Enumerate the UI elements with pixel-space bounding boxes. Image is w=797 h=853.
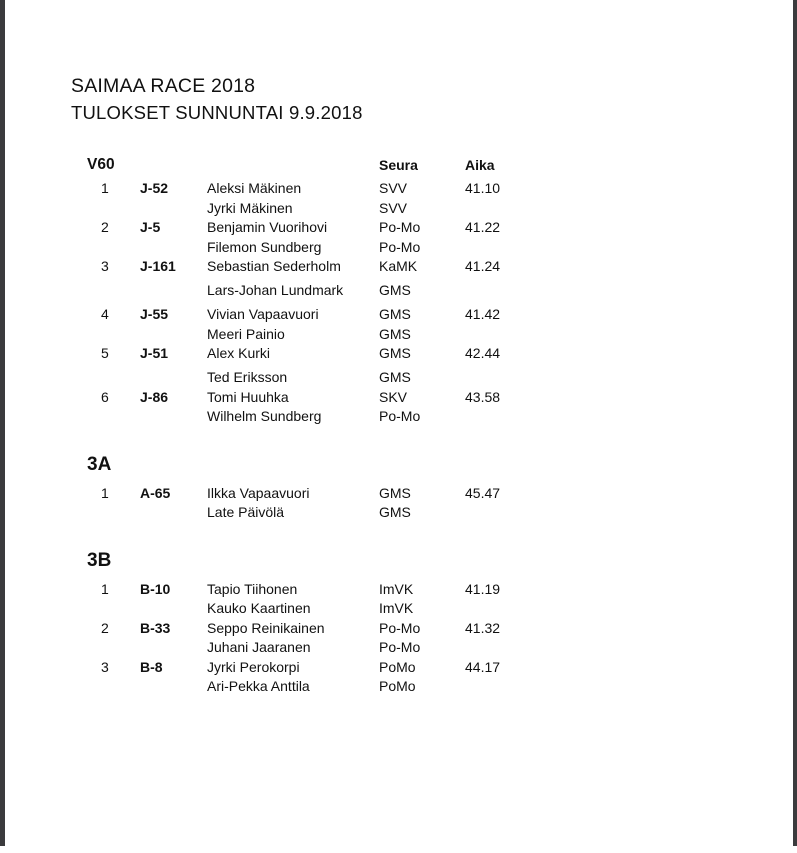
cell-position: 5 — [101, 345, 109, 361]
cell-time: 43.58 — [465, 388, 501, 405]
cell-club: SVV — [379, 180, 408, 196]
cell-name: Jyrki Mäkinen — [207, 199, 293, 216]
section-title: 3B — [87, 549, 112, 571]
cell-boat-number: J-52 — [140, 180, 169, 196]
cell-club: PoMo — [379, 658, 416, 675]
result-row — [71, 281, 797, 301]
cell-club: Po-Mo — [379, 408, 421, 424]
cell-boat-number: B-10 — [140, 580, 171, 597]
cell-name: Ari-Pekka Anttila — [207, 678, 310, 694]
cell-name: Meeri Painio — [207, 325, 285, 342]
cell-club: GMS — [379, 282, 411, 298]
cell-boat-number — [140, 677, 207, 697]
cell-name: Lars-Johan Lundmark — [207, 282, 344, 298]
result-section — [71, 154, 797, 427]
cell-time — [465, 281, 545, 301]
cell-name: Kauko Kaartinen — [207, 600, 311, 616]
column-header-seura: Seura — [379, 157, 418, 173]
cell-club: GMS — [379, 345, 411, 361]
result-row — [71, 305, 797, 325]
result-row — [71, 238, 797, 258]
cell-position — [71, 503, 140, 523]
cell-position: 6 — [101, 388, 109, 405]
cell-name: Tomi Huuhka — [207, 388, 289, 405]
cell-name: Sebastian Sederholm — [207, 258, 341, 274]
cell-time: 41.24 — [465, 258, 501, 274]
results — [71, 154, 797, 697]
cell-time — [465, 503, 545, 523]
cell-position: 1 — [101, 180, 109, 196]
cell-boat-number — [140, 599, 207, 619]
cell-name: Benjamin Vuorihovi — [207, 219, 328, 235]
cell-boat-number — [140, 638, 207, 658]
cell-name: Jyrki Perokorpi — [207, 658, 300, 675]
result-row — [71, 619, 797, 639]
cell-boat-number: J-161 — [140, 258, 176, 274]
cell-position — [71, 407, 140, 427]
cell-name: Wilhelm Sundberg — [207, 408, 322, 424]
cell-club: Po-Mo — [379, 238, 421, 255]
result-row — [71, 677, 797, 697]
cell-club: GMS — [379, 484, 411, 501]
cell-name: Alex Kurki — [207, 345, 271, 361]
result-row — [71, 344, 797, 364]
result-section — [71, 452, 797, 523]
cell-boat-number — [140, 368, 207, 388]
result-row — [71, 580, 797, 600]
cell-name: Vivian Vapaavuori — [207, 306, 319, 322]
section-header-row — [71, 452, 797, 478]
result-row — [71, 658, 797, 678]
result-row — [71, 484, 797, 504]
cell-club: GMS — [379, 306, 411, 322]
cell-club: SKV — [379, 388, 408, 405]
cell-position: 3 — [101, 258, 109, 274]
result-row — [71, 218, 797, 238]
cell-boat-number: J-51 — [140, 345, 169, 361]
cell-time: 44.17 — [465, 658, 501, 675]
cell-name: Juhani Jaaranen — [207, 639, 311, 655]
cell-boat-number — [140, 407, 207, 427]
cell-boat-number: B-8 — [140, 658, 163, 675]
cell-position: 4 — [101, 306, 109, 322]
column-header-aika: Aika — [465, 157, 495, 173]
cell-position: 1 — [101, 580, 109, 597]
cell-club: GMS — [379, 325, 411, 342]
window-border-left — [0, 0, 5, 846]
result-row — [71, 388, 797, 408]
result-row — [71, 503, 797, 523]
result-row — [71, 199, 797, 219]
cell-name: Aleksi Mäkinen — [207, 180, 302, 196]
result-row — [71, 599, 797, 619]
section-title: 3A — [87, 453, 112, 475]
cell-time: 41.42 — [465, 306, 501, 322]
result-section — [71, 548, 797, 697]
cell-boat-number: J-55 — [140, 306, 169, 322]
cell-position — [71, 638, 140, 658]
cell-boat-number — [140, 325, 207, 345]
cell-time: 41.10 — [465, 180, 501, 196]
cell-name: Filemon Sundberg — [207, 238, 322, 255]
cell-club: Po-Mo — [379, 219, 421, 235]
cell-time: 42.44 — [465, 345, 501, 361]
cell-time: 41.22 — [465, 219, 501, 235]
cell-club: ImVK — [379, 600, 414, 616]
cell-position: 2 — [101, 619, 109, 636]
result-row — [71, 407, 797, 427]
cell-position — [71, 281, 140, 301]
cell-position — [71, 677, 140, 697]
cell-boat-number: J-5 — [140, 219, 161, 235]
page-subtitle: TULOKSET SUNNUNTAI 9.9.2018 — [71, 102, 363, 123]
cell-boat-number: J-86 — [140, 388, 169, 405]
cell-time: 41.19 — [465, 580, 501, 597]
cell-name: Seppo Reinikainen — [207, 619, 325, 636]
cell-position: 1 — [101, 484, 109, 501]
cell-time — [465, 677, 545, 697]
result-row — [71, 368, 797, 388]
result-row — [71, 325, 797, 345]
cell-club: ImVK — [379, 580, 414, 597]
section-header-row — [71, 548, 797, 574]
cell-name: Tapio Tiihonen — [207, 580, 298, 597]
section-header-row — [71, 154, 797, 176]
cell-club: Po-Mo — [379, 619, 421, 636]
page-title: SAIMAA RACE 2018 — [71, 75, 256, 97]
cell-club: KaMK — [379, 258, 418, 274]
cell-name: Late Päivölä — [207, 504, 285, 520]
cell-boat-number: B-33 — [140, 619, 171, 636]
window-border-right — [793, 0, 797, 846]
cell-boat-number — [140, 199, 207, 219]
cell-position — [71, 368, 140, 388]
cell-time — [465, 325, 545, 345]
cell-position — [71, 325, 140, 345]
cell-club: GMS — [379, 369, 411, 385]
cell-time — [465, 199, 545, 219]
cell-boat-number — [140, 281, 207, 301]
cell-time — [465, 638, 545, 658]
cell-position — [71, 599, 140, 619]
cell-position — [71, 238, 140, 258]
result-row — [71, 179, 797, 199]
result-row — [71, 257, 797, 277]
cell-time — [465, 368, 545, 388]
cell-name: Ilkka Vapaavuori — [207, 484, 310, 501]
section-title: V60 — [87, 156, 115, 173]
cell-boat-number — [140, 238, 207, 258]
cell-time: 45.47 — [465, 484, 501, 501]
cell-time — [465, 407, 545, 427]
cell-boat-number: A-65 — [140, 484, 171, 501]
cell-name: Ted Eriksson — [207, 369, 288, 385]
cell-boat-number — [140, 503, 207, 523]
cell-position: 3 — [101, 658, 109, 675]
cell-club: SVV — [379, 199, 408, 216]
cell-club: Po-Mo — [379, 639, 421, 655]
result-row — [71, 638, 797, 658]
cell-club: GMS — [379, 504, 411, 520]
cell-position: 2 — [101, 219, 109, 235]
cell-position — [71, 199, 140, 219]
cell-time — [465, 599, 545, 619]
cell-club: PoMo — [379, 678, 416, 694]
cell-time — [465, 238, 545, 258]
cell-time: 41.32 — [465, 619, 501, 636]
